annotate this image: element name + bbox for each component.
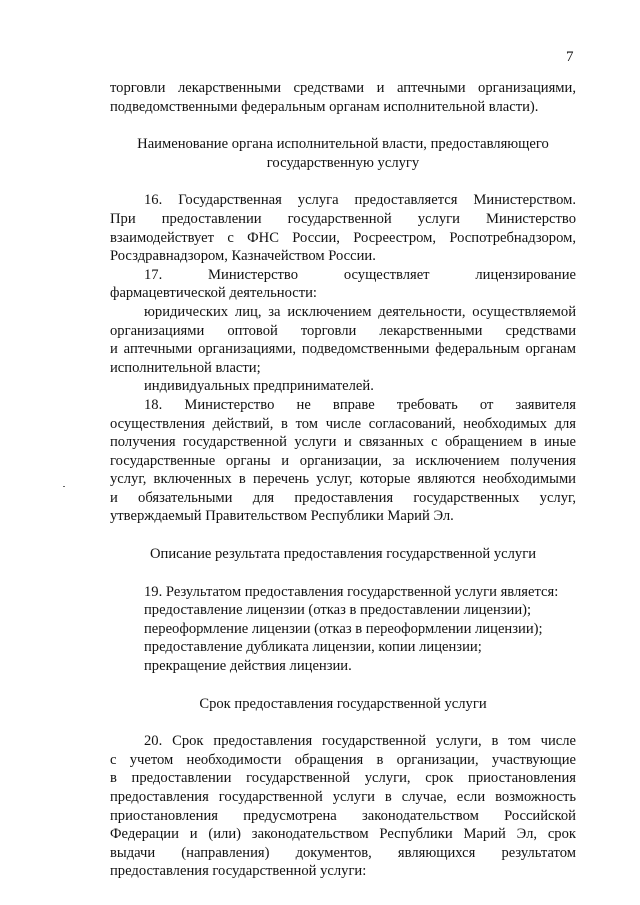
heading-line: Наименование органа исполнительной власти, предоставляющего [137, 136, 549, 153]
paragraph-16 [110, 191, 576, 265]
section-heading-result: Описание результата предоставления государственной услуги [149, 546, 537, 563]
text-line: в предоставлении государственной услуги, срок приостановления [110, 770, 576, 787]
heading-line: государственную услугу [266, 154, 420, 171]
text-line: Росздравнадзором, Казначейством России. [110, 248, 376, 265]
text-line: 17. Министерство осуществляет лицензирование [144, 266, 576, 283]
text-line: с учетом необходимости обращения в организации, участвующие [110, 751, 576, 768]
text-line: предоставления государственной услуги в случае, если возможность [110, 789, 576, 805]
text-line: взаимодействует с ФНС России, Росреестром, Роспотребнадзором, [110, 229, 576, 246]
text-line: и аптечными организациями, подведомственными федеральным органам [110, 341, 576, 358]
page-number: 7 [566, 49, 574, 65]
text-line: При предоставлении государственной услуги Министерство [110, 210, 576, 227]
text-line: прекращение действия лицензии. [144, 658, 352, 675]
paragraph-20 [110, 732, 576, 881]
paragraph-18 [110, 396, 576, 526]
text-line: получения государственной услуги и связанных с обращением в иные [110, 434, 576, 451]
section-heading-term: Срок предоставления государственной услуги [199, 695, 487, 712]
text-line: подведомственными федеральным органам исполнительной власти). [110, 98, 539, 115]
paragraph-19 [110, 583, 576, 676]
text-line: предоставления государственной услуги: [110, 863, 367, 880]
text-line: юридических лиц, за исключением деятельности, осуществляемой [144, 303, 576, 320]
paragraph-continuation [110, 79, 576, 116]
text-line: приостановления предусмотрена законодательством Российской [110, 807, 576, 824]
text-line: торговли лекарственными средствами и аптечными организациями, [110, 80, 576, 96]
document-body [110, 79, 576, 881]
text-line: и обязательными для предоставления государственных услуг, [110, 489, 576, 506]
text-line: предоставление дубликата лицензии, копии лицензии; [144, 639, 482, 656]
scan-speck [63, 486, 65, 487]
text-line: Федерации и (или) законодательством Республики Марий Эл, срок [110, 826, 576, 843]
text-line: 19. Результатом предоставления государственной услуги является: [144, 583, 559, 600]
text-line: фармацевтической деятельности: [110, 285, 317, 302]
text-line: осуществления действий, в том числе согласований, необходимых для [110, 415, 576, 432]
text-line: государственные органы и организации, за исключением получения [110, 452, 576, 469]
paragraph-17 [110, 266, 576, 396]
text-line: 20. Срок предоставления государственной услуги, в том числе [144, 733, 576, 750]
text-line: утверждаемый Правительством Республики Марий Эл. [110, 508, 454, 525]
text-line: 18. Министерство не вправе требовать от заявителя [144, 396, 576, 413]
text-line: организациями оптовой торговли лекарственными средствами [110, 322, 576, 339]
text-line: индивидуальных предпринимателей. [144, 378, 374, 395]
text-line: переоформление лицензии (отказ в переоформлении лицензии); [144, 620, 543, 637]
text-line: исполнительной власти; [110, 359, 261, 376]
text-line: услуг, включенных в перечень услуг, которые являются необходимыми [110, 471, 576, 488]
text-line: выдачи (направления) документов, являющихся результатом [110, 844, 576, 861]
text-line: 16. Государственная услуга предоставляется Министерством. [144, 192, 576, 209]
section-heading-authority [110, 135, 576, 172]
text-line: предоставление лицензии (отказ в предоставлении лицензии); [144, 602, 532, 619]
